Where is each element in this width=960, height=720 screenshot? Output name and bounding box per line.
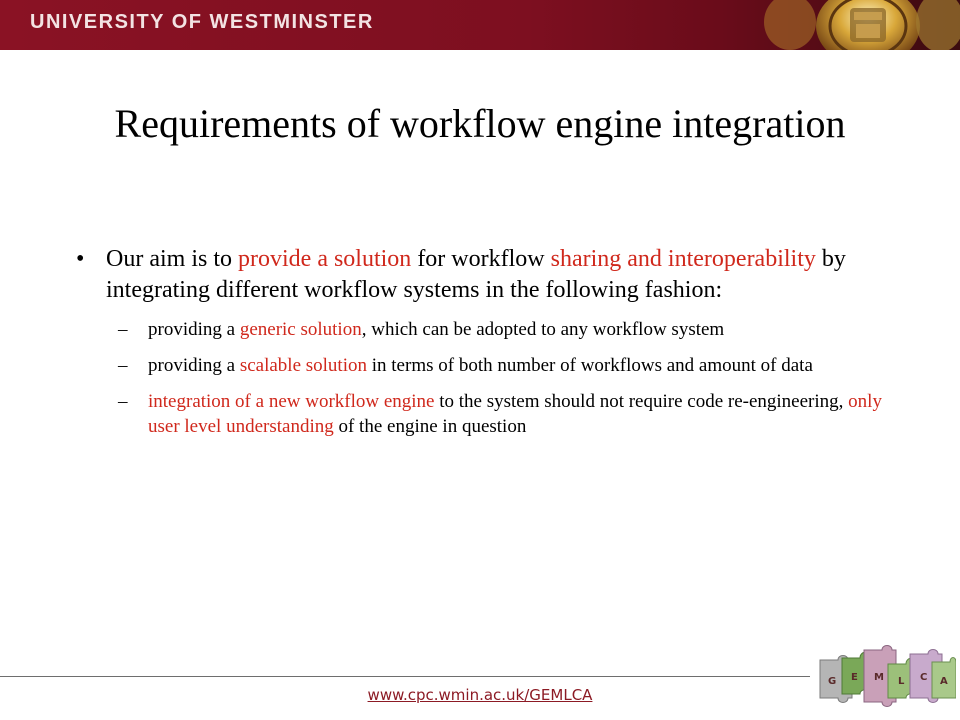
sub-bullet-text: providing a	[148, 355, 240, 376]
highlight-user-level-understanding: only user level understanding	[148, 391, 882, 437]
bullet-dot-icon: •	[76, 246, 85, 272]
university-name: UNIVERSITY OF WESTMINSTER	[30, 11, 374, 33]
logo-letter-e: E	[851, 672, 858, 683]
highlight-scalable-solution: scalable solution	[239, 355, 367, 376]
sub-bullet-text: to the system should not require code re-engineering,	[434, 391, 849, 412]
highlight-generic-solution: generic solution	[239, 319, 362, 340]
highlight-sharing-interoperability: sharing and interoperability	[550, 246, 816, 272]
sub-bullet-scalable	[70, 353, 900, 378]
university-crest-icon	[750, 0, 960, 50]
sub-bullet-text: in terms of both number of workflows and amount of data	[367, 355, 813, 376]
logo-letter-l: L	[898, 676, 905, 687]
sub-bullet-dash-icon: –	[118, 319, 128, 340]
sub-bullet-text: providing a	[148, 319, 240, 340]
sub-bullet-text: of the engine in question	[333, 416, 527, 437]
sub-bullet-generic	[70, 317, 900, 342]
header-banner	[0, 0, 960, 50]
slide-title: Requirements of workflow engine integration	[114, 101, 846, 146]
logo-letter-g: G	[828, 676, 837, 687]
sub-bullet-integration	[70, 389, 900, 439]
sub-bullet-dash-icon: –	[118, 355, 128, 376]
highlight-integration-new-engine: integration of a new workflow engine	[148, 391, 435, 412]
logo-letter-m: M	[874, 672, 884, 683]
logo-letter-c: C	[920, 672, 928, 683]
highlight-provide-solution: provide a solution	[238, 246, 412, 272]
sub-bullet-dash-icon: –	[118, 391, 128, 412]
logo-letter-a: A	[940, 676, 948, 687]
logo-puzzle-pieces	[820, 646, 956, 707]
main-bullet	[70, 244, 900, 305]
main-bullet-text-1: Our aim is to	[106, 246, 238, 272]
gemlca-puzzle-logo-icon	[816, 640, 956, 715]
sub-bullet-text: , which can be adopted to any workflow system	[361, 319, 725, 340]
footer-url-link[interactable]: www.cpc.wmin.ac.uk/GEMLCA	[367, 686, 593, 704]
slide-content	[70, 244, 900, 450]
main-bullet-text-3: by integrating different workflow systems in the following fashion:	[106, 246, 846, 303]
footer-divider	[0, 676, 810, 677]
main-bullet-text-2: for workflow	[411, 246, 551, 272]
